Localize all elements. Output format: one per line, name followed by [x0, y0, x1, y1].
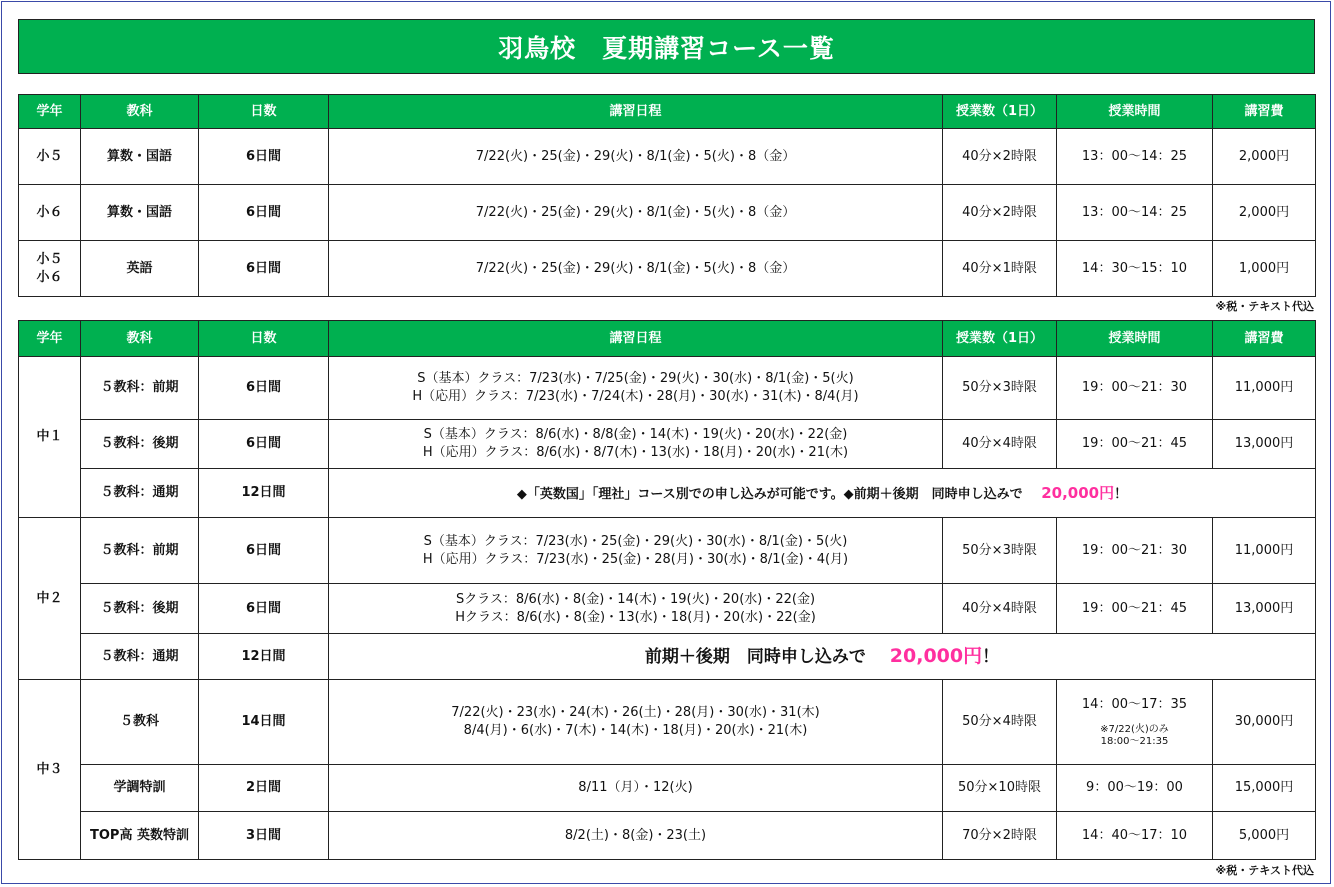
table-row: [19, 812, 1316, 860]
subject-cell: ５教科：通期: [81, 469, 199, 518]
grade-cell: [19, 241, 81, 297]
grade-cell: 中１: [19, 357, 81, 518]
lessons-cell: 40分×2時限: [943, 129, 1057, 185]
offer-text: 前期＋後期 同時申し込みで: [644, 646, 866, 667]
table-row: [19, 634, 1316, 680]
header-grade: 学年: [19, 321, 81, 357]
lessons-cell: 50分×3時限: [943, 357, 1057, 420]
header-lessons: 授業数（1日）: [943, 321, 1057, 357]
days-cell: 6日間: [199, 357, 329, 420]
schedule-cell: 8/2(土)・8(金)・23(土): [329, 812, 943, 860]
page-title: 羽鳥校 夏期講習コース一覧: [18, 19, 1315, 74]
table-row: [19, 129, 1316, 185]
schedule-cell: [329, 357, 943, 420]
time-note: ※7/22(火)のみ: [1100, 723, 1169, 735]
schedule-line: 8/4(月)・6(水)・7(木)・14(木)・18(月)・20(水)・21(木): [463, 723, 808, 738]
subject-cell: ５教科：後期: [81, 420, 199, 469]
tax-note: ※税・テキスト代込: [1215, 864, 1314, 877]
table-row: [19, 469, 1316, 518]
days-cell: 6日間: [199, 241, 329, 297]
schedule-line: Hクラス：8/6(水)・8(金)・13(水)・18(月)・20(水)・22(金): [455, 609, 816, 625]
days-cell: 6日間: [199, 518, 329, 584]
lessons-cell: 70分×2時限: [943, 812, 1057, 860]
grade-cell: 中３: [19, 680, 81, 860]
header-fee: 講習費: [1213, 95, 1316, 129]
lessons-cell: 40分×4時限: [943, 584, 1057, 634]
table-row: [19, 357, 1316, 420]
schedule-cell: 7/22(火)・25(金)・29(火)・8/1(金)・5(火)・8（金）: [329, 185, 943, 241]
time-cell: 19：00～21：45: [1057, 420, 1213, 469]
offer-end: ！: [982, 646, 1000, 667]
schedule-cell: 7/22(火)・25(金)・29(火)・8/1(金)・5(火)・8（金）: [329, 241, 943, 297]
days-cell: 3日間: [199, 812, 329, 860]
schedule-line: S（基本）クラス：7/23(水)・25(金)・29(火)・30(水)・8/1(金)・5(火): [423, 533, 848, 549]
header-time: 授業時間: [1057, 95, 1213, 129]
fee-cell: 13,000円: [1213, 584, 1316, 634]
subject-cell: ５教科：通期: [81, 634, 199, 680]
table-row: [19, 680, 1316, 765]
fee-cell: 13,000円: [1213, 420, 1316, 469]
time-cell: 14：30～15：10: [1057, 241, 1213, 297]
header-schedule: 講習日程: [329, 95, 943, 129]
junior-high-course-table: [18, 320, 1316, 860]
time-note: 18:00～21:35: [1100, 735, 1169, 747]
table-row: [19, 584, 1316, 634]
lessons-cell: 40分×4時限: [943, 420, 1057, 469]
schedule-line: S（基本）クラス：8/6(水)・8/8(金)・14(木)・19(火)・20(水)・22(金): [423, 427, 848, 443]
schedule-cell: [329, 584, 943, 634]
grade-line: 小５: [36, 251, 63, 267]
table-header-row: [19, 95, 1316, 129]
grade-cell: 中２: [19, 518, 81, 680]
header-subject: 教科: [81, 321, 199, 357]
combined-offer-cell: [329, 469, 1316, 518]
header-lessons: 授業数（1日）: [943, 95, 1057, 129]
header-days: 日数: [199, 95, 329, 129]
header-days: 日数: [199, 321, 329, 357]
schedule-cell: [329, 420, 943, 469]
offer-price: 20,000円: [1041, 483, 1115, 502]
offer-price: 20,000円: [889, 644, 983, 667]
schedule-cell: [329, 680, 943, 765]
header-time: 授業時間: [1057, 321, 1213, 357]
schedule-cell: [329, 518, 943, 584]
table-row: [19, 765, 1316, 812]
lessons-cell: 40分×1時限: [943, 241, 1057, 297]
schedule-line: S（基本）クラス：7/23(水)・7/25(金)・29(火)・30(水)・8/1(金)・5(火): [417, 371, 854, 387]
lessons-cell: 50分×4時限: [943, 680, 1057, 765]
time-cell: 13：00～14：25: [1057, 129, 1213, 185]
lessons-cell: 50分×3時限: [943, 518, 1057, 584]
header-schedule: 講習日程: [329, 321, 943, 357]
time-cell: 9：00～19：00: [1057, 765, 1213, 812]
table-row: [19, 518, 1316, 584]
schedule-cell: 7/22(火)・25(金)・29(火)・8/1(金)・5(火)・8（金）: [329, 129, 943, 185]
grade-cell: 小６: [19, 185, 81, 241]
time-cell: 13：00～14：25: [1057, 185, 1213, 241]
subject-cell: 算数・国語: [81, 129, 199, 185]
lessons-cell: 40分×2時限: [943, 185, 1057, 241]
time-cell: 19：00～21：30: [1057, 518, 1213, 584]
header-subject: 教科: [81, 95, 199, 129]
combined-offer-cell: [329, 634, 1316, 680]
fee-cell: 30,000円: [1213, 680, 1316, 765]
elementary-course-table: [18, 94, 1316, 297]
subject-cell: 英語: [81, 241, 199, 297]
days-cell: 12日間: [199, 634, 329, 680]
grade-line: 小６: [36, 269, 63, 285]
table-row: [19, 241, 1316, 297]
days-cell: 2日間: [199, 765, 329, 812]
schedule-line: 7/22(火)・23(水)・24(木)・26(土)・28(月)・30(水)・31(木): [451, 705, 820, 721]
days-cell: 6日間: [199, 584, 329, 634]
subject-cell: ５教科: [81, 680, 199, 765]
days-cell: 12日間: [199, 469, 329, 518]
fee-cell: 2,000円: [1213, 185, 1316, 241]
table-header-row: [19, 321, 1316, 357]
header-fee: 講習費: [1213, 321, 1316, 357]
schedule-cell: 8/11（月）・12(火): [329, 765, 943, 812]
header-grade: 学年: [19, 95, 81, 129]
days-cell: 6日間: [199, 129, 329, 185]
subject-cell: ５教科：前期: [81, 518, 199, 584]
tax-note: ※税・テキスト代込: [1215, 300, 1314, 313]
time-cell: 19：00～21：30: [1057, 357, 1213, 420]
schedule-line: H（応用）クラス：7/23(水)・25(金)・28(月)・30(水)・8/1(金)・4(月): [422, 551, 849, 567]
days-cell: 6日間: [199, 185, 329, 241]
schedule-line: H（応用）クラス：7/23(水)・7/24(木)・28(月)・30(水)・31(木)・8/4(月): [412, 389, 859, 404]
subject-cell: TOP高 英数特訓: [81, 812, 199, 860]
fee-cell: 11,000円: [1213, 357, 1316, 420]
subject-cell: 算数・国語: [81, 185, 199, 241]
subject-cell: 学調特訓: [81, 765, 199, 812]
fee-cell: 15,000円: [1213, 765, 1316, 812]
subject-cell: ５教科：後期: [81, 584, 199, 634]
schedule-line: H（応用）クラス：8/6(水)・8/7(木)・13(水)・18(月)・20(水)・21(木): [422, 445, 849, 460]
offer-end: ！: [1114, 486, 1128, 502]
table-row: [19, 185, 1316, 241]
table-row: [19, 420, 1316, 469]
offer-text: ◆「英数国」「理社」コース別での申し込みが可能です。◆前期＋後期 同時申し込みで: [516, 486, 1023, 502]
fee-cell: 2,000円: [1213, 129, 1316, 185]
subject-cell: ５教科：前期: [81, 357, 199, 420]
time-cell: [1057, 680, 1213, 765]
days-cell: 6日間: [199, 420, 329, 469]
time-main: 14：00～17：35: [1081, 697, 1188, 713]
time-cell: 14：40～17：10: [1057, 812, 1213, 860]
time-cell: 19：00～21：45: [1057, 584, 1213, 634]
schedule-line: Sクラス：8/6(水)・8(金)・14(木)・19(火)・20(水)・22(金): [455, 591, 816, 607]
fee-cell: 5,000円: [1213, 812, 1316, 860]
days-cell: 14日間: [199, 680, 329, 765]
fee-cell: 11,000円: [1213, 518, 1316, 584]
lessons-cell: 50分×10時限: [943, 765, 1057, 812]
grade-cell: 小５: [19, 129, 81, 185]
fee-cell: 1,000円: [1213, 241, 1316, 297]
